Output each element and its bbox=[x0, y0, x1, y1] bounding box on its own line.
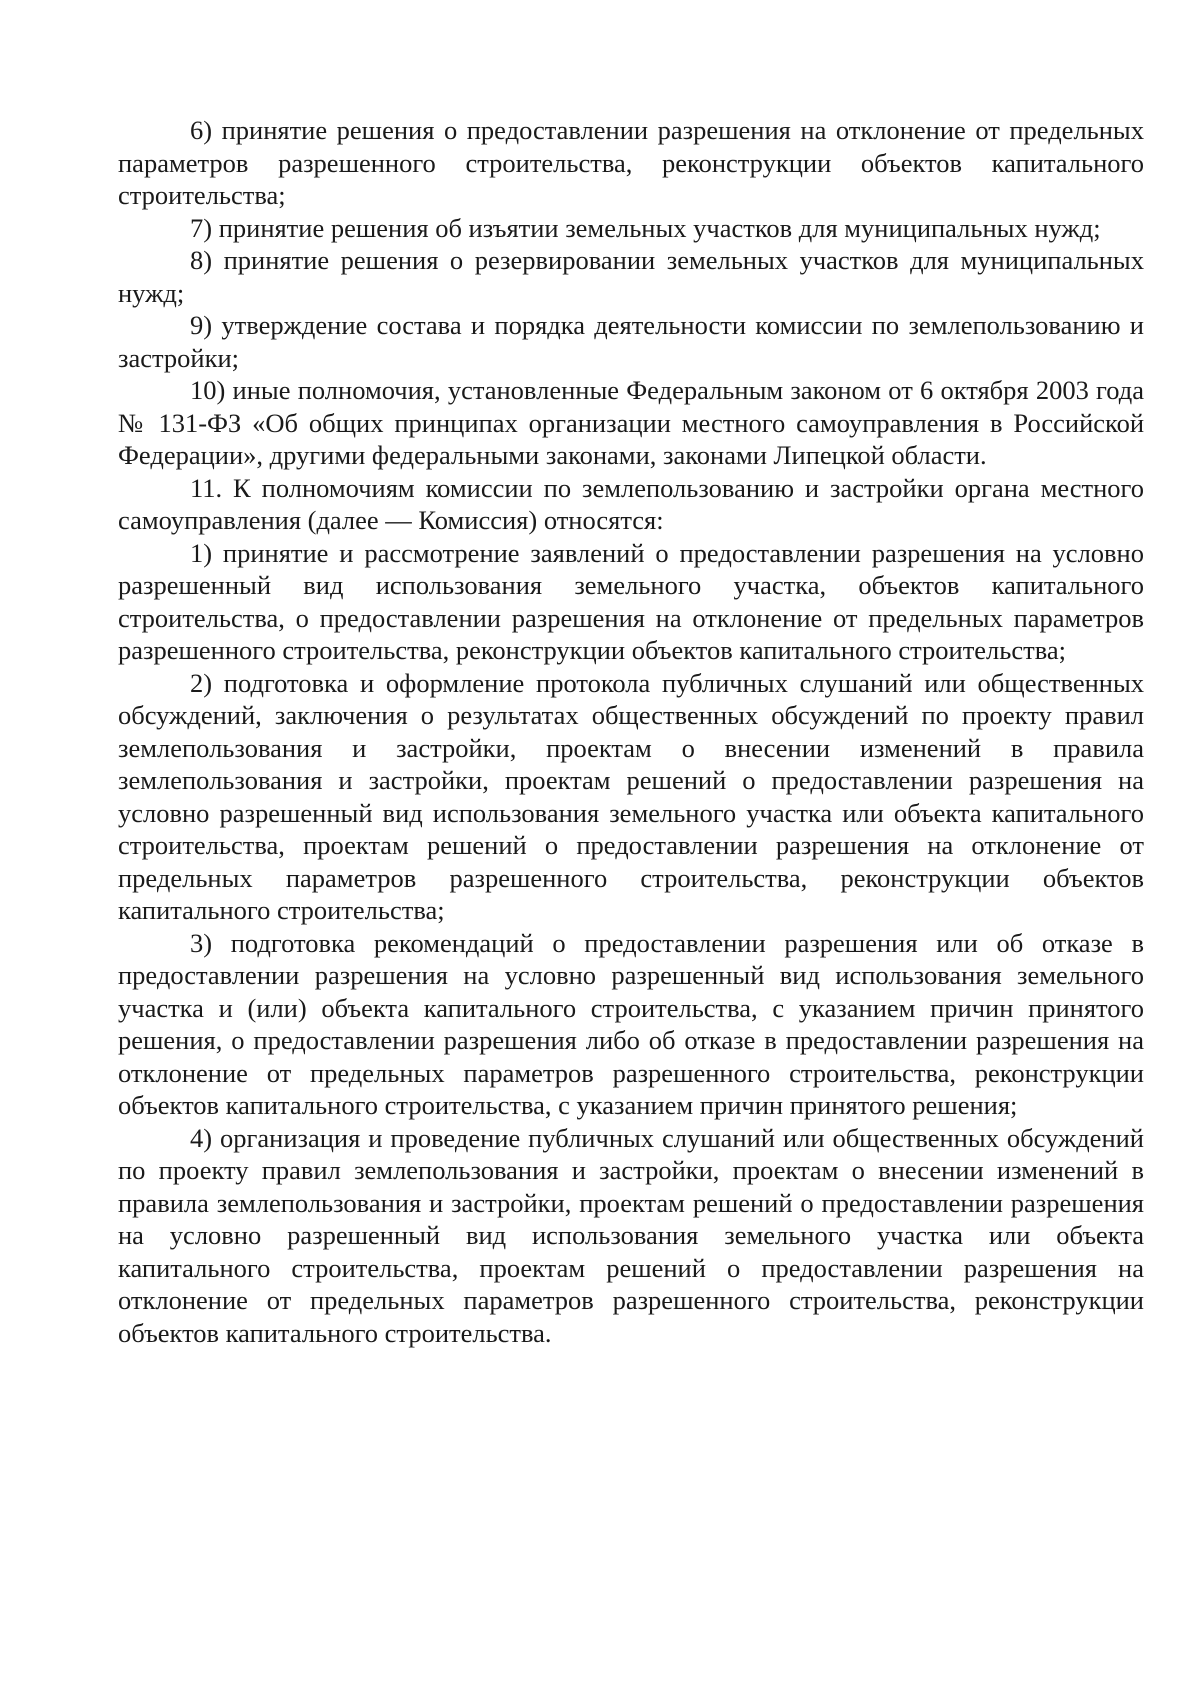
commission-power-3: 3) подготовка рекомендаций о предоставлении разрешения или об отказе в предоставлении разрешения на условно разрешенный вид использования земельного участка и (или) объекта капитального строительства, с указанием причин принятого решения, о предоставлении разрешения либо об отказе в предоставлении разрешения на отклонение от предельных параметров разрешенного строительства, реконструкции объектов капитального строительства, с указанием причин принятого решения; bbox=[118, 927, 1144, 1120]
paragraph-item-8: 8) принятие решения о резервировании земельных участков для муниципальных нужд; bbox=[118, 245, 1144, 308]
paragraph-item-6: 6) принятие решения о предоставлении разрешения на отклонение от предельных параметров разрешенного строительства, реконструкции объектов капитального строительства; bbox=[118, 115, 1144, 210]
commission-power-1: 1) принятие и рассмотрение заявлений о предоставлении разрешения на условно разрешенный вид использования земельного участка, объектов капитального строительства, о предоставлении разрешения на отклонение от предельных параметров разрешенного строительства, реконструкции объектов капитального строительства; bbox=[118, 537, 1144, 665]
paragraph-item-9: 9) утверждение состава и порядка деятельности комиссии по землепользованию и застройки; bbox=[118, 310, 1144, 373]
paragraph-item-7: 7) принятие решения об изъятии земельных участков для муниципальных нужд; bbox=[190, 212, 1101, 243]
commission-power-4: 4) организация и проведение публичных слушаний или общественных обсуждений по проекту правил землепользования и застройки, проектам о внесении изменений в правила землепользования и застройки, проектам решений о предоставлении разрешения на условно разрешенный вид использования земельного участка или объекта капитального строительства, проектам решений о предоставлении разрешения на отклонение от предельных параметров разрешенного строительства, реконструкции объектов капитального строительства. bbox=[118, 1122, 1144, 1348]
document-body bbox=[118, 114, 1144, 1349]
paragraph-item-10: 10) иные полномочия, установленные Федеральным законом от 6 октября 2003 года № 131-ФЗ «Об общих принципах организации местного самоуправления в Российской Федерации», другими федеральными законами, законами Липецкой области. bbox=[118, 375, 1144, 470]
section-11-heading: 11. К полномочиям комиссии по землепользованию и застройки органа местного самоуправления (далее — Комиссия) относятся: bbox=[118, 472, 1144, 535]
commission-power-2: 2) подготовка и оформление протокола публичных слушаний или общественных обсуждений, заключения о результатах общественных обсуждений по проекту правил землепользования и застройки, проектам о внесении изменений в правила землепользования и застройки, проектам решений о предоставлении разрешения на условно разрешенный вид использования земельного участка или объекта капитального строительства, проектам решений о предоставлении разрешения на отклонение от предельных параметров разрешенного строительства, реконструкции объектов капитального строительства; bbox=[118, 667, 1144, 925]
